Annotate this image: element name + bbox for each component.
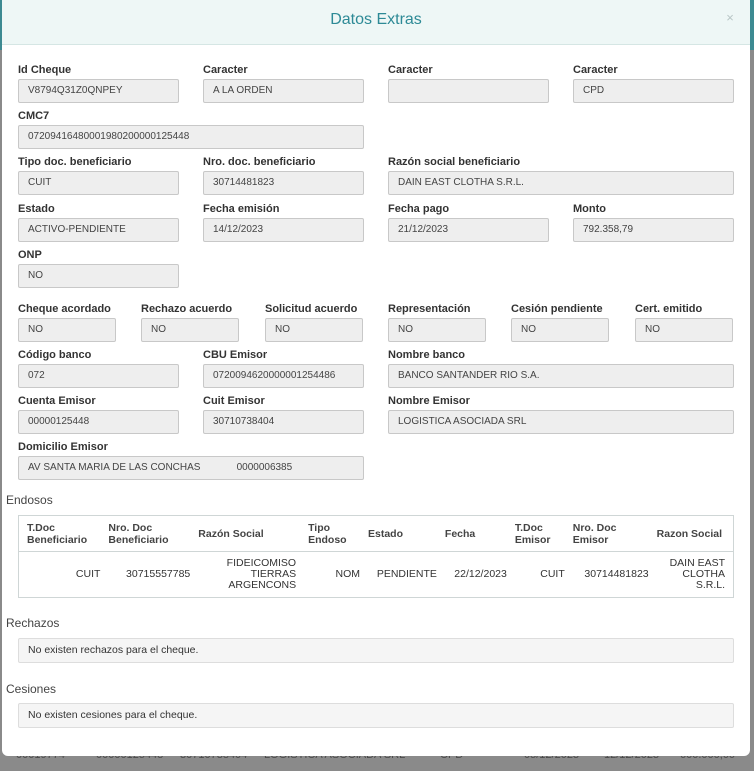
onp-field[interactable]: NO: [18, 264, 179, 288]
field-label: Fecha pago: [388, 203, 450, 215]
column-header: Tipo Endoso: [304, 516, 364, 552]
monto-field[interactable]: 792.358,79: [573, 218, 734, 242]
field-representacion: [388, 303, 486, 342]
rechazos-section-title: Rechazos: [6, 616, 60, 630]
field-caracter-1: [203, 64, 364, 103]
column-header: T.Doc Beneficiario: [19, 516, 105, 552]
column-header: Fecha: [441, 516, 511, 552]
field-monto: [573, 203, 734, 242]
field-rechazo-acuerdo: [141, 303, 239, 342]
table-header-row: [19, 516, 734, 552]
caracter-field[interactable]: CPD: [573, 79, 734, 103]
datos-extras-modal: [2, 0, 750, 756]
cesion-pendiente-field[interactable]: NO: [511, 318, 609, 342]
cesiones-section-title: Cesiones: [6, 682, 57, 696]
field-cesion-pendiente: [511, 303, 609, 342]
column-header: Estado: [364, 516, 441, 552]
field-label: Estado: [18, 203, 55, 215]
nombre-banco-field[interactable]: BANCO SANTANDER RIO S.A.: [388, 364, 734, 388]
column-header: T.Doc Emisor: [511, 516, 569, 552]
rechazo-acuerdo-field[interactable]: NO: [141, 318, 239, 342]
column-header: Razón Social: [194, 516, 304, 552]
id-cheque-field[interactable]: V8794Q31Z0QNPEY: [18, 79, 179, 103]
cheque-acordado-field[interactable]: NO: [18, 318, 116, 342]
field-label: Cheque acordado: [18, 303, 111, 315]
field-codigo-banco: [18, 349, 179, 388]
field-label: Domicilio Emisor: [18, 441, 108, 453]
field-label: Caracter: [388, 64, 433, 76]
field-fecha-pago: [388, 203, 549, 242]
table-cell: FIDEICOMISO TIERRAS ARGENCONS: [226, 557, 297, 591]
field-solicitud-acuerdo: [265, 303, 363, 342]
table-cell: 30714481823: [584, 568, 649, 580]
field-label: Fecha emisión: [203, 203, 280, 215]
field-label: Cuenta Emisor: [18, 395, 96, 407]
field-cuit-emisor: [203, 395, 364, 434]
table-cell: DAIN EAST CLOTHA S.R.L.: [669, 557, 725, 591]
representacion-field[interactable]: NO: [388, 318, 486, 342]
table-cell: CUIT: [540, 568, 565, 580]
field-label: CBU Emisor: [203, 349, 268, 361]
field-label: Caracter: [573, 64, 618, 76]
column-header: Nro. Doc Beneficiario: [104, 516, 194, 552]
cesiones-empty-message: No existen cesiones para el cheque.: [18, 703, 734, 728]
nombre-emisor-field[interactable]: LOGISTICA ASOCIADA SRL: [388, 410, 734, 434]
field-label: Cert. emitido: [635, 303, 703, 315]
field-cbu-emisor: [203, 349, 364, 388]
field-nro-doc-beneficiario: [203, 156, 364, 195]
modal-header: [2, 0, 750, 45]
close-icon[interactable]: ×: [726, 10, 734, 25]
table-cell: CUIT: [75, 568, 101, 580]
field-label: CMC7: [18, 110, 50, 122]
field-razon-social-beneficiario: [388, 156, 734, 195]
field-fecha-emision: [203, 203, 364, 242]
field-nombre-banco: [388, 349, 734, 388]
field-cmc7: [18, 110, 364, 149]
field-domicilio-emisor: [18, 441, 364, 480]
field-label: Cesión pendiente: [511, 303, 603, 315]
column-header: Nro. Doc Emisor: [569, 516, 653, 552]
field-label: ONP: [18, 249, 42, 261]
field-cert-emitido: [635, 303, 733, 342]
cuit-emisor-field[interactable]: 30710738404: [203, 410, 364, 434]
field-label: Caracter: [203, 64, 248, 76]
tipo-doc-beneficiario-field[interactable]: CUIT: [18, 171, 179, 195]
field-label: Tipo doc. beneficiario: [18, 156, 132, 168]
field-onp: [18, 249, 179, 288]
razon-social-beneficiario-field[interactable]: DAIN EAST CLOTHA S.R.L.: [388, 171, 734, 195]
table-row: [19, 552, 734, 598]
field-tipo-doc-beneficiario: [18, 156, 179, 195]
table-cell: 30715557785: [126, 568, 191, 580]
cuenta-emisor-field[interactable]: 00000125448: [18, 410, 179, 434]
field-caracter-3: [573, 64, 734, 103]
field-label: Nombre Emisor: [388, 395, 470, 407]
field-cheque-acordado: [18, 303, 116, 342]
table-cell: NOM: [335, 568, 360, 580]
table-cell: 22/12/2023: [454, 568, 507, 580]
endosos-section-title: Endosos: [6, 493, 53, 507]
field-label: Nro. doc. beneficiario: [203, 156, 316, 168]
field-caracter-2: [388, 64, 549, 103]
column-header: Razon Social: [653, 516, 734, 552]
field-nombre-emisor: [388, 395, 734, 434]
field-label: Id Cheque: [18, 64, 72, 76]
codigo-banco-field[interactable]: 072: [18, 364, 179, 388]
cert-emitido-field[interactable]: NO: [635, 318, 733, 342]
caracter-field[interactable]: A LA ORDEN: [203, 79, 364, 103]
field-label: Código banco: [18, 349, 92, 361]
cmc7-field[interactable]: 07209416480001980200000125448: [18, 125, 364, 149]
fecha-pago-field[interactable]: 21/12/2023: [388, 218, 549, 242]
field-cuenta-emisor: [18, 395, 179, 434]
field-label: Razón social beneficiario: [388, 156, 521, 168]
field-estado: [18, 203, 179, 242]
estado-field[interactable]: ACTIVO-PENDIENTE: [18, 218, 179, 242]
solicitud-acuerdo-field[interactable]: NO: [265, 318, 363, 342]
field-id-cheque: [18, 64, 179, 103]
endosos-table: [18, 515, 734, 598]
table-cell: PENDIENTE: [376, 568, 437, 580]
fecha-emision-field[interactable]: 14/12/2023: [203, 218, 364, 242]
modal-title: Datos Extras: [330, 11, 422, 28]
field-label: Monto: [573, 203, 606, 215]
field-label: Cuit Emisor: [203, 395, 265, 407]
caracter-field[interactable]: [388, 79, 549, 103]
field-label: Rechazo acuerdo: [141, 303, 233, 315]
nro-doc-beneficiario-field[interactable]: 30714481823: [203, 171, 364, 195]
rechazos-empty-message: No existen rechazos para el cheque.: [18, 638, 734, 663]
field-label: Representación: [388, 303, 471, 315]
field-label: Solicitud acuerdo: [265, 303, 358, 315]
cbu-emisor-field[interactable]: 0720094620000001254486: [203, 364, 364, 388]
field-label: Nombre banco: [388, 349, 466, 361]
domicilio-emisor-field[interactable]: AV SANTA MARIA DE LAS CONCHAS 0000006385: [18, 456, 364, 480]
